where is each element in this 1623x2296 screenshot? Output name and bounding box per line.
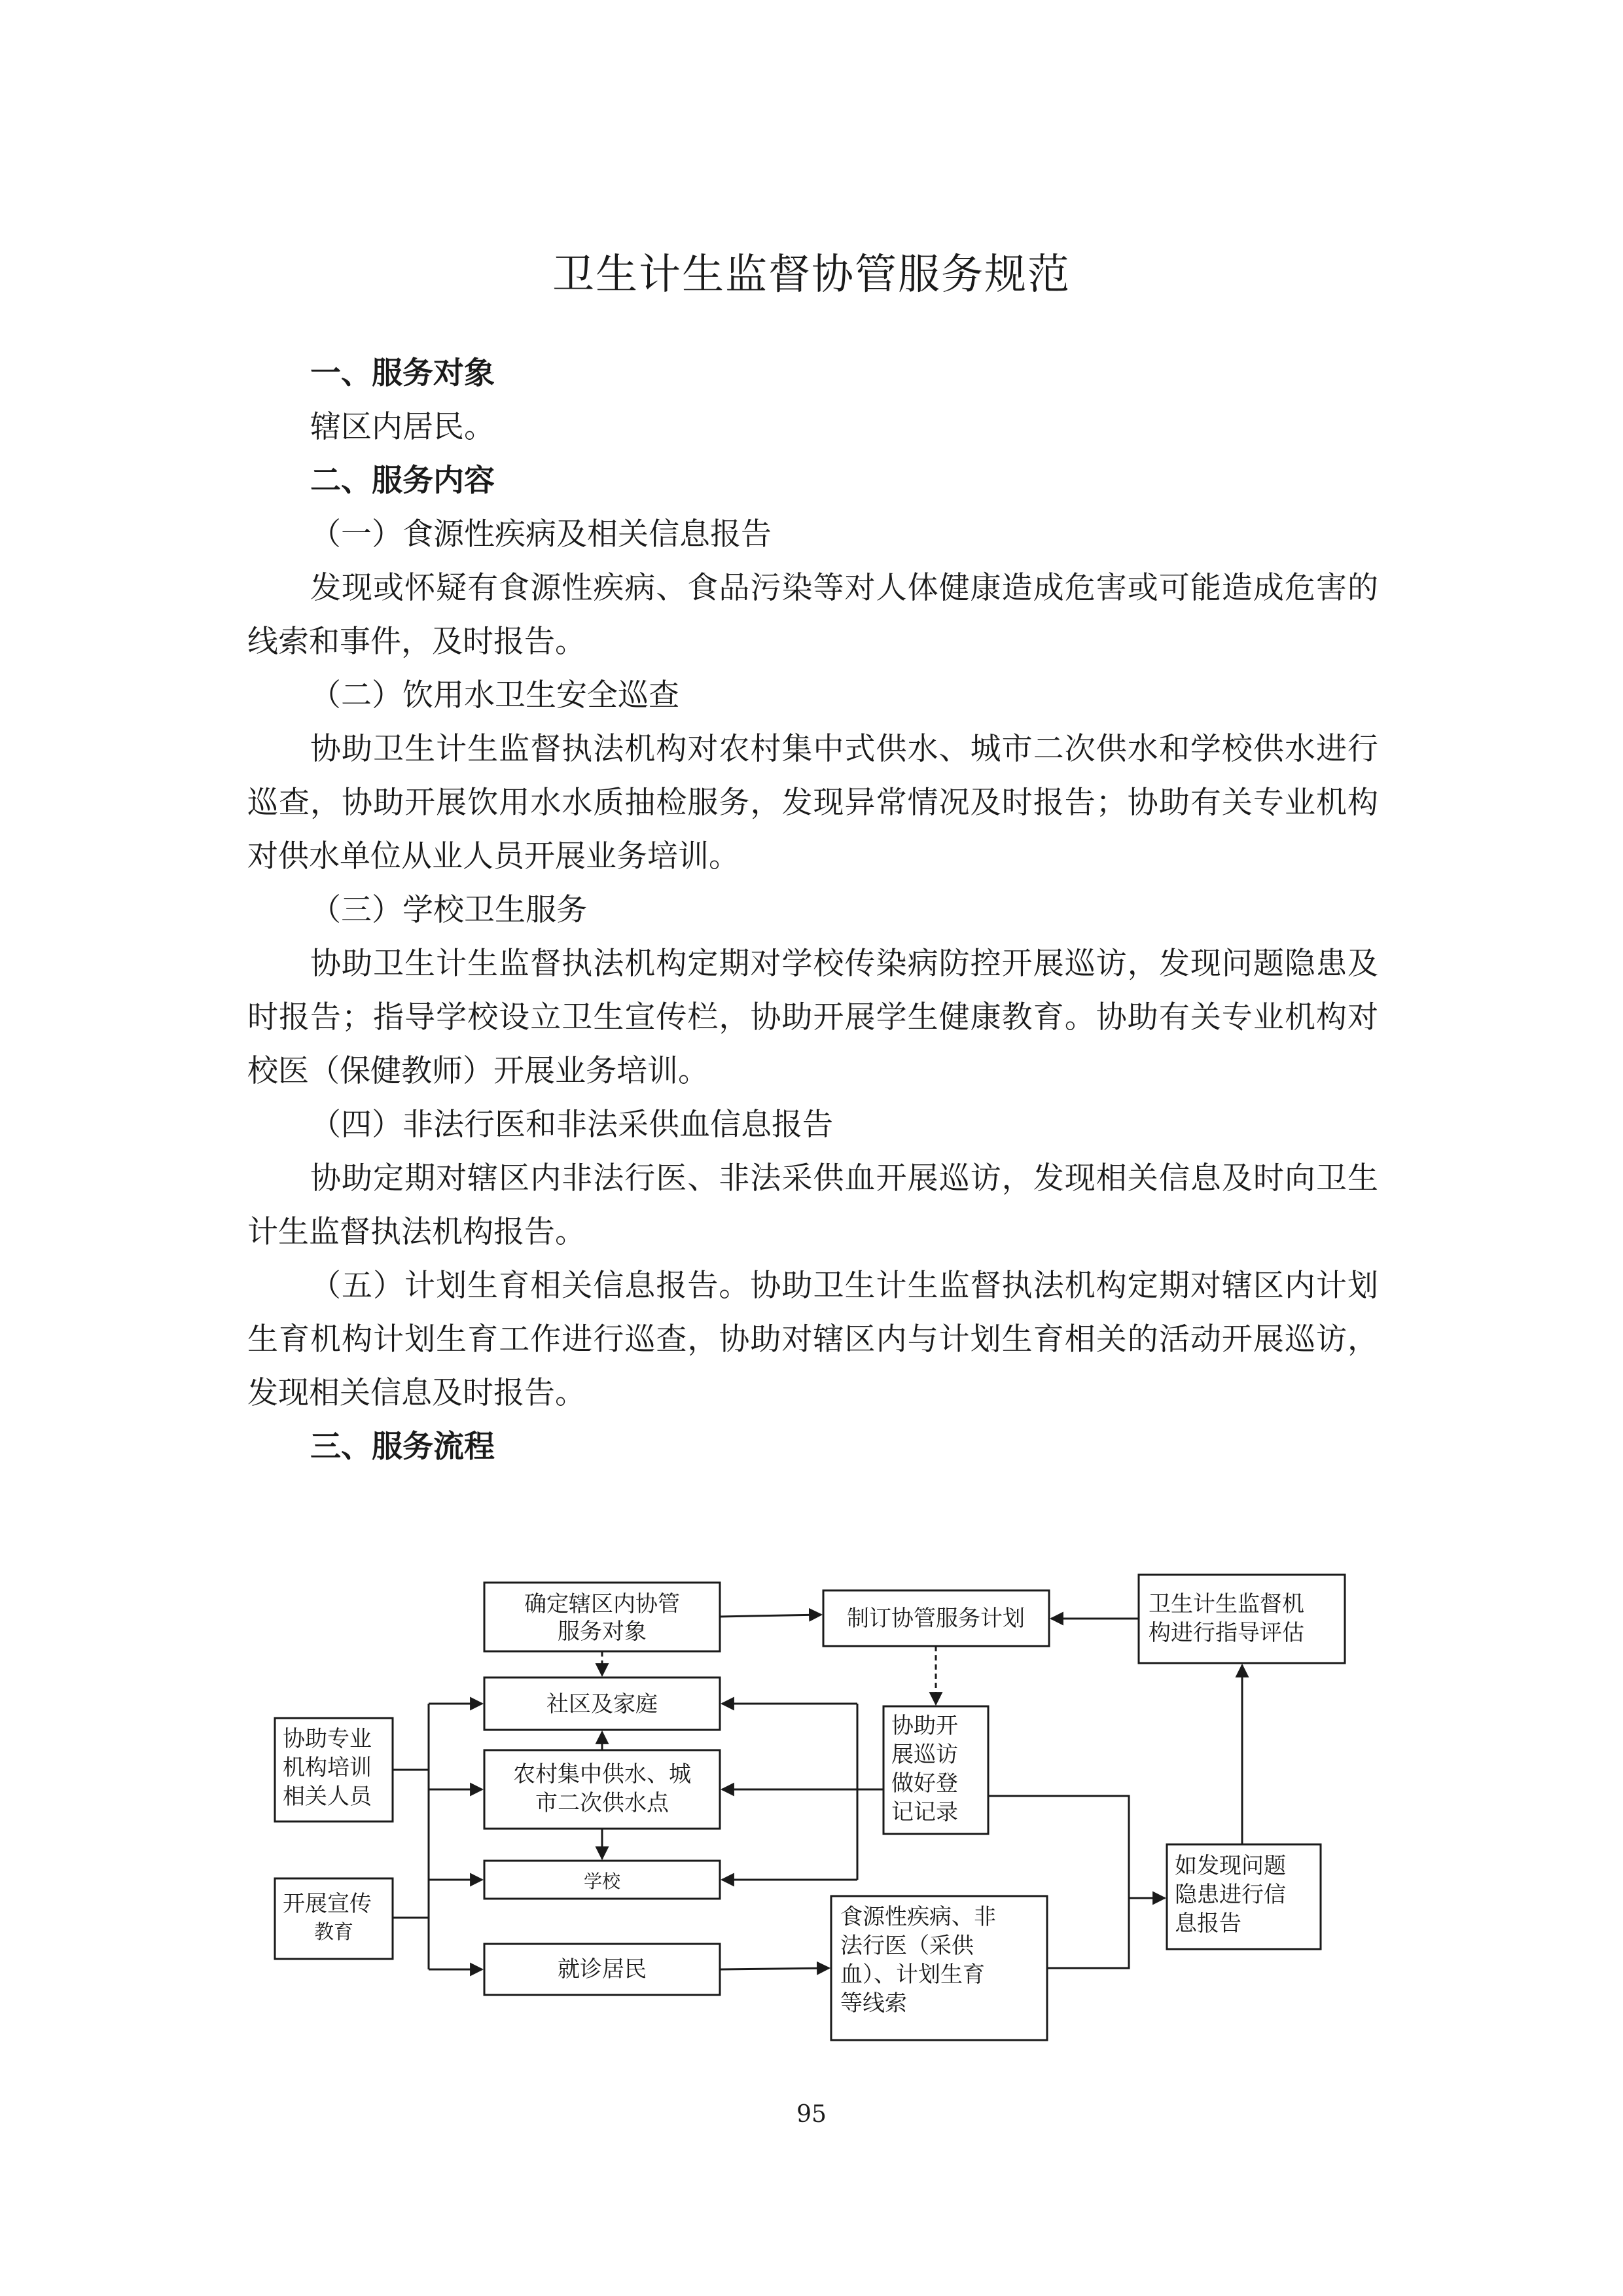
label-training: 协助专业 (283, 1726, 372, 1752)
label-report: 隐患进行信 (1175, 1882, 1286, 1908)
line-clues-to-report (1047, 1898, 1129, 1968)
box-guidance (1139, 1575, 1345, 1663)
label-training: 相关人员 (283, 1784, 372, 1810)
paragraph: 协助卫生计生监督执法机构定期对学校传染病防控开展巡访，发现问题隐患及时报告；指导学校设立卫生宣传栏，协助开展学生健康教育。协助有关专业机构对校医（保健教师）开展业务培训。 (247, 946, 1378, 1089)
label-community: 社区及家庭 (546, 1691, 658, 1717)
label-report: 息报告 (1175, 1910, 1241, 1937)
paragraph: （五）计划生育相关信息报告。协助卫生计生监督执法机构定期对辖区内计划生育机构计划生育工作进行巡查，协助对辖区内与计划生育相关的活动开展巡访，发现相关信息及时报告。 (247, 1268, 1378, 1411)
label-patrol: 记记录 (891, 1799, 958, 1825)
label-school: 学校 (583, 1871, 621, 1892)
label-make-plan: 制订协管服务计划 (847, 1605, 1025, 1632)
subsection-heading: （四）非法行医和非法采供血信息报告 (310, 1107, 833, 1143)
label-clues: 食源性疾病、非 (840, 1904, 996, 1930)
section-heading: 三、服务流程 (310, 1429, 495, 1465)
label-guidance: 卫生计生监督机 (1149, 1591, 1304, 1617)
subsection-heading: （一）食源性疾病及相关信息报告 (310, 516, 772, 552)
paragraph: 辖区内居民。 (310, 409, 495, 445)
label-water-points: 市二次供水点 (535, 1790, 669, 1816)
label-report: 如发现问题 (1175, 1853, 1286, 1879)
section-heading: 一、服务对象 (310, 355, 495, 391)
page-number: 95 (796, 2101, 827, 2128)
label-determine-targets: 服务对象 (558, 1619, 647, 1645)
arrow-targets-to-plan (720, 1615, 821, 1617)
line-patrol-to-report (988, 1796, 1129, 1898)
label-education: 教育 (314, 1921, 353, 1944)
paragraph: 发现或怀疑有食源性疾病、食品污染等对人体健康造成危害或可能造成危害的线索和事件，及时报告。 (247, 570, 1378, 660)
label-patients: 就诊居民 (558, 1956, 647, 1982)
subsection-heading: （二）饮用水卫生安全巡查 (310, 677, 679, 713)
label-training: 机构培训 (283, 1755, 372, 1781)
label-water-points: 农村集中供水、城 (513, 1761, 691, 1787)
label-clues: 血）、计划生育 (840, 1962, 985, 1988)
label-education: 开展宣传 (283, 1891, 372, 1917)
subsection-heading: （三）学校卫生服务 (310, 892, 587, 928)
label-clues: 等线索 (840, 1990, 907, 2017)
label-patrol: 协助开 (891, 1713, 958, 1739)
paragraph: 协助卫生计生监督执法机构对农村集中式供水、城市二次供水和学校供水进行巡查，协助开展饮用水水质抽检服务，发现异常情况及时报告；协助有关专业机构对供水单位从业人员开展业务培训。 (247, 731, 1378, 874)
page-title: 卫生计生监督协管服务规范 (552, 251, 1071, 299)
label-patrol: 展巡访 (891, 1742, 958, 1768)
arrow-patients-to-clues (720, 1968, 829, 1969)
label-determine-targets: 确定辖区内协管 (524, 1591, 680, 1617)
label-clues: 法行医（采供 (840, 1933, 974, 1959)
label-patrol: 做好登 (891, 1770, 958, 1797)
label-guidance: 构进行指导评估 (1149, 1620, 1304, 1646)
paragraph: 协助定期对辖区内非法行医、非法采供血开展巡访，发现相关信息及时向卫生计生监督执法机构报告。 (247, 1160, 1378, 1250)
section-heading: 二、服务内容 (310, 463, 495, 499)
